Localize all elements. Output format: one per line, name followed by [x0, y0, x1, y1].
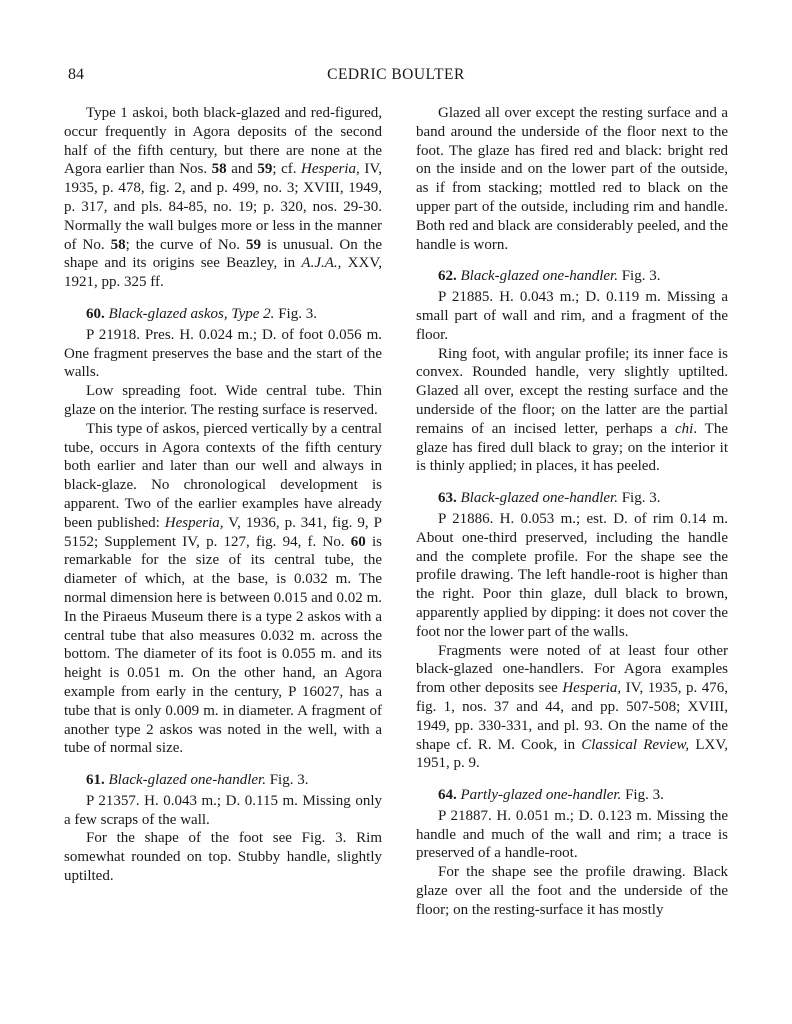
entry-title: Black-glazed one-handler.: [460, 268, 618, 285]
entry-heading: [64, 305, 382, 324]
entry-figure-ref: Fig. 3.: [278, 305, 317, 322]
catalogue-entry-62: [416, 267, 728, 476]
entry-paragraph: Low spreading foot. Wide central tube. Thin glaze on the interior. The resting surface is reserved.: [64, 383, 382, 418]
entry-61-continuation: Glazed all over except the resting surface and a band around the underside of the floor next to the foot. The glaze has fired red and black: bright red on the inside and on the lower part of the outside, as if from stacking; mottled red to black on the upper part of the outside, including rim and handle. Both red and black are considerably peeled, and the handle is worn.: [416, 105, 728, 253]
entry-heading: [64, 771, 382, 790]
entry-figure-ref: Fig. 3.: [621, 490, 661, 507]
catalogue-entry-64: [416, 786, 728, 920]
entry-paragraph: P 21918. Pres. H. 0.024 m.; D. of foot 0.056 m. One fragment preserves the base and the start of the walls.: [64, 326, 382, 381]
entry-figure-ref: Fig. 3.: [269, 772, 309, 789]
entry-paragraph: This type of askos, pierced vertically by a central tube, occurs in Agora contexts of the fifth century both earlier and later than our well and always in black-glaze. No chronological development is apparent. Two of the earlier examples have already been published: Hesperia, V, 1936, p. 341, fig. 9, P 5152; Supplement IV, p. 127, fig. 94, f. No. 60 is remarkable for the size of its central tube, the diameter of which, at the base, is 0.032 m. The normal dimension here is between 0.015 and 0.02 m. In the Piraeus Museum there is a type 2 askos with a central tube that also measures 0.032 m. across the bottom. The diameter of its foot is 0.055 m. and its height is 0.051 m. On the other hand, an Agora example from early in the century, P 16027, has a tube that is only 0.009 m. in diameter. A fragment of another type 2 askos was noted in the well, with a tube of normal size.: [64, 420, 382, 757]
entry-paragraph: P 21357. H. 0.043 m.; D. 0.115 m. Missing only a few scraps of the wall.: [64, 792, 382, 828]
catalogue-entry-63: [416, 489, 728, 773]
entry-paragraph: P 21886. H. 0.053 m.; est. D. of rim 0.14 m. About one-third preserved, including the handle and the complete profile. For the shape see the profile drawing. The left handle-root is higher than the right. Poor thin glaze, dull black to brown, apparently applied by dipping: it does not cover the foot nor the lower part of the walls.: [416, 510, 728, 640]
running-title: CEDRIC BOULTER: [327, 66, 465, 83]
left-column: [64, 104, 382, 886]
catalogue-entry-60: [64, 305, 382, 758]
entry-title: Black-glazed one-handler.: [460, 490, 618, 507]
entry-heading: [416, 786, 728, 805]
page-header: [0, 66, 792, 90]
entry-paragraph: P 21885. H. 0.043 m.; D. 0.119 m. Missing a small part of wall and rim, and a fragment of the floor.: [416, 289, 728, 343]
entry-paragraph: Fragments were noted of at least four other black-glazed one-handlers. For Agora examples from other deposits see Hesperia, IV, 1935, p. 476, fig. 1, nos. 37 and 44, and pp. 507-508; XVIII, 1949, pp. 330-331, and pl. 93. On the name of the shape cf. R. M. Cook, in Classical Review, LXV, 1951, p. 9.: [416, 642, 728, 772]
entry-title: Partly-glazed one-handler.: [460, 787, 622, 804]
entry-paragraph: Ring foot, with angular profile; its inner face is convex. Rounded handle, very slightly uptilted. Glazed all over, except the resting surface and the underside of the floor; on the latter are the partial remains of an incised letter, perhaps a chi. The glaze has fired dull black to gray; on the interior it is thinly applied; in places, it has peeled.: [416, 345, 728, 475]
entry-number: 62.: [438, 268, 457, 285]
entry-number: 63.: [438, 490, 457, 507]
entry-paragraph: For the shape see the profile drawing. Black glaze over all the foot and the underside of the floor; on the resting-surface it has mostly: [416, 864, 728, 918]
page-number: 84: [68, 66, 84, 83]
catalogue-entry-61: [64, 771, 382, 886]
entry-heading: [416, 267, 728, 286]
entry-title: Black-glazed askos, Type 2.: [108, 305, 275, 322]
entry-heading: [416, 489, 728, 508]
entry-number: 61.: [86, 772, 105, 789]
entry-paragraph: For the shape of the foot see Fig. 3. Rim somewhat rounded on top. Stubby handle, slightly uptilted.: [64, 830, 382, 885]
entry-figure-ref: Fig. 3.: [625, 787, 664, 804]
entry-number: 60.: [86, 305, 105, 322]
entry-paragraph: P 21887. H. 0.051 m.; D. 0.123 m. Missing the handle and much of the wall and rim; a trace is preserved of a handle-root.: [416, 807, 728, 862]
right-column: [416, 104, 728, 920]
intro-paragraph: Type 1 askoi, both black-glazed and red-figured, occur frequently in Agora deposits of the second half of the fifth century, but there are none at the Agora earlier than Nos. 58 and 59; cf. Hesperia, IV, 1935, p. 478, fig. 2, and p. 499, no. 3; XVIII, 1949, p. 317, and pls. 84-85, no. 19; p. 320, nos. 29-30. Normally the wall bulges more or less in the manner of No. 58; the curve of No. 59 is unusual. On the shape and its origins see Beazley, in A.J.A., XXV, 1921, pp. 325 ff.: [64, 105, 383, 291]
entry-figure-ref: Fig. 3.: [621, 268, 661, 285]
entry-title: Black-glazed one-handler.: [108, 772, 266, 789]
entry-number: 64.: [438, 787, 457, 804]
